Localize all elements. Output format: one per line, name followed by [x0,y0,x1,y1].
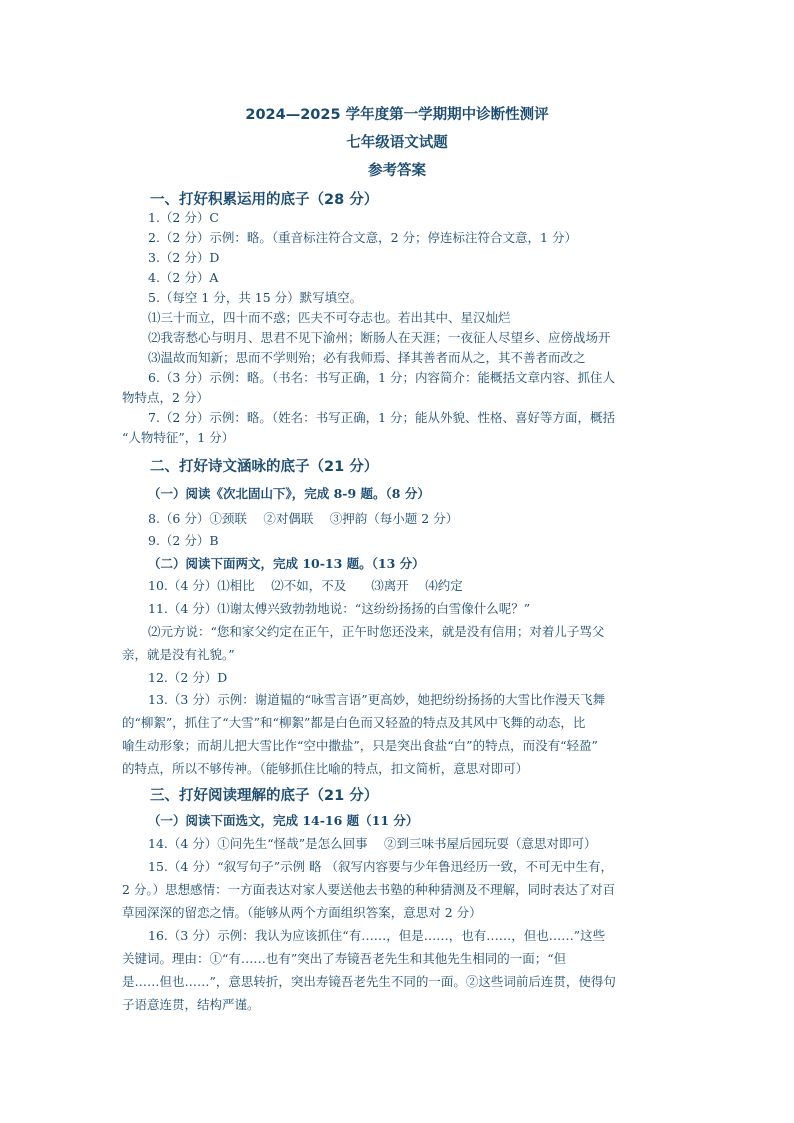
answer-line: “人物特征”，1 分） [122,430,235,445]
answer-line: 物特点，2 分） [122,390,209,405]
answer-line: 的特点，所以不够传神。（能够抓住比喻的特点，扣文简析，意思对即可） [122,761,529,776]
answer-line: 4.（2 分）A [148,270,219,285]
answer-line: 6.（3 分）示例：略。（书名：书写正确，1 分；内容简介：能概括文章内容、抓住人 [148,370,616,385]
answer-line: 7.（2 分）示例：略。（姓名：书写正确，1 分；能从外貌、性格、喜好等方面，概括 [148,410,616,425]
answer-line: 2 分。）思想感情：一方面表达对家人要送他去书塾的种种猜测及不理解，同时表达了对百 [122,882,616,897]
answer-line: 1.（2 分）C [148,210,219,225]
section-heading-3: 三、打好阅读理解的底子（21 分） [150,788,379,804]
answer-line: 16.（3 分）示例：我认为应该抓住“有……，但是……，也有……，但也……”这些 [148,928,606,943]
section-heading-2: 二、打好诗文涵咏的底子（21 分） [150,459,379,475]
answer-line: 10.（4 分）⑴相比 ⑵不如，不及 ⑶离开 ⑷约定 [148,578,463,593]
subsection-heading: （二）阅读下面两文，完成 10-13 题。（13 分） [148,556,425,571]
answer-line: ⑵我寄愁心与明月、思君不见下渝州；断肠人在天涯；一夜征人尽望乡、应傍战场开 [148,330,611,345]
answer-line: 喻生动形象；而胡儿把大雪比作“空中撒盐”，只是突出食盐“白”的特点，而没有“轻盈” [122,738,598,753]
subsection-heading: （一）阅读下面选文，完成 14-16 题（11 分） [148,813,419,828]
answer-line: 11.（4 分）⑴谢太傅兴致勃勃地说：“这纷纷扬扬的白雪像什么呢？” [148,601,531,616]
answer-line: 9.（2 分）B [148,533,219,548]
answer-line: 是……但也……”，意思转折，突出寿镜吾老先生不同的一面。②这些词前后连贯，使得句 [122,974,616,989]
answer-line: 的“柳絮”，抓住了“大雪”和“柳絮”都是白色而又轻盈的特点及其风中飞舞的动态，比 [122,715,586,730]
document-title: 2024—2025 学年度第一学期期中诊断性测评 [245,107,549,123]
answer-line: 亲，就是没有礼貌。” [122,647,235,662]
answer-line: 草园深深的留恋之情。（能够从两个方面组织答案，意思对 2 分） [122,905,482,920]
answer-line: 3.（2 分）D [148,250,220,265]
answer-line: 5.（每空 1 分，共 15 分）默写填空。 [148,290,363,305]
answer-line: 子语意连贯，结构严谨。 [122,997,260,1012]
answer-line: 14.（4 分）①问先生“怪哉”是怎么回事 ②到三味书屋后园玩耍（意思对即可） [148,836,597,851]
section-heading-1: 一、打好积累运用的底子（28 分） [150,192,379,208]
answer-line: ⑵元方说：“您和家父约定在正午，正午时您还没来，就是没有信用；对着儿子骂父 [148,624,605,639]
subsection-heading: （一）阅读《次北固山下》，完成 8-9 题。（8 分） [148,486,430,501]
answer-line: 8.（6 分）①颈联 ②对偶联 ③押韵（每小题 2 分） [148,511,459,526]
answer-line: ⑶温故而知新；思而不学则殆；必有我师焉、择其善者而从之，其不善者而改之 [148,350,586,365]
answer-line: 13.（3 分）示例：谢道韫的“咏雪言语”更高妙，她把纷纷扬扬的大雪比作漫天飞舞 [148,692,606,707]
answer-line: 15.（4 分）“叙写句子”示例 略 （叙写内容要与少年鲁迅经历一致，不可无中生有， [148,859,614,874]
answer-line: 2.（2 分）示例：略。（重音标注符合文意，2 分；停连标注符合文意，1 分） [148,230,577,245]
document-heading: 参考答案 [368,163,426,179]
document-subtitle: 七年级语文试题 [346,135,448,151]
answer-line: 12.（2 分）D [148,670,228,685]
answer-line: ⑴三十而立，四十而不惑；匹夫不可夺志也。若出其中、星汉灿烂 [148,310,511,325]
answer-line: 关键词。理由：①“有……也有”突出了寿镜吾老先生和其他先生相同的一面；“但 [122,951,567,966]
